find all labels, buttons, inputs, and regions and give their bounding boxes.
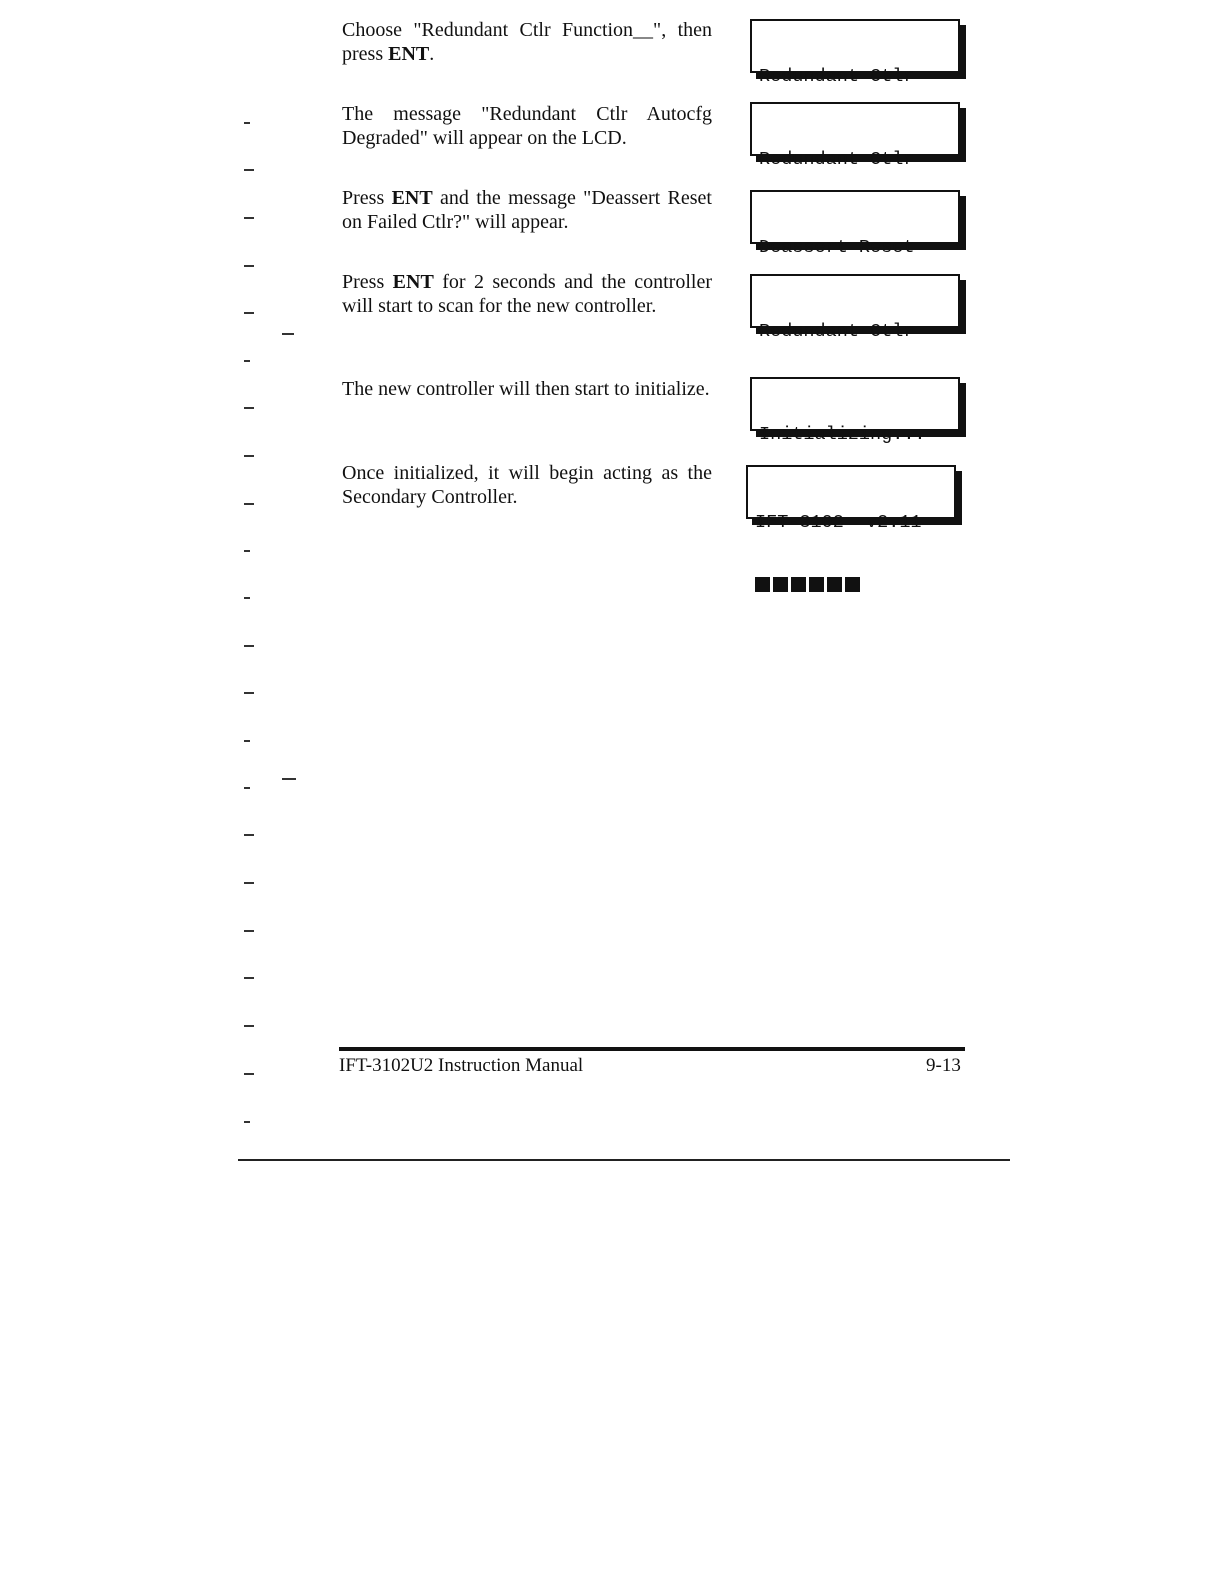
margin-mark bbox=[244, 645, 254, 647]
progress-block bbox=[809, 577, 824, 592]
step-5-text bbox=[342, 377, 712, 401]
step-3-text-b: and the message "Deassert Reset on Failed Ctlr?" will appear. bbox=[342, 187, 712, 233]
step-4-text-a: Press bbox=[342, 271, 393, 293]
ent-key: ENT bbox=[392, 271, 434, 293]
page-number: 9-13 bbox=[926, 1055, 961, 1076]
step-3-text bbox=[342, 186, 712, 234]
step-2-text-a: The message "Redundant Ctlr Autocfg Degraded" will appear on the LCD. bbox=[342, 103, 712, 149]
margin-mark bbox=[244, 360, 250, 362]
margin-mark bbox=[244, 550, 250, 552]
margin-mark bbox=[244, 1121, 250, 1123]
margin-mark bbox=[244, 977, 254, 979]
margin-mark bbox=[244, 407, 254, 409]
margin-mark bbox=[244, 265, 254, 267]
lcd-display-6 bbox=[746, 465, 956, 533]
step-1-text-a: Choose "Redundant Ctlr Function__", then press bbox=[342, 19, 712, 65]
ent-key: ENT bbox=[388, 43, 430, 65]
margin-mark bbox=[244, 312, 254, 314]
progress-block bbox=[827, 577, 842, 592]
margin-mark bbox=[244, 692, 254, 694]
lcd-line-1: Redundant Ctlr bbox=[759, 321, 915, 342]
step-1-text-b: . bbox=[429, 43, 435, 65]
margin-mark bbox=[244, 740, 250, 742]
page-bottom-rule bbox=[238, 1159, 1010, 1161]
lcd-display-2 bbox=[750, 102, 960, 170]
step-4-text bbox=[342, 270, 712, 318]
margin-mark bbox=[244, 169, 254, 171]
margin-mark bbox=[244, 503, 254, 505]
lcd-line-1: Deassert Reset bbox=[759, 237, 915, 258]
lcd-line-1: Redundant Ctlr bbox=[759, 66, 915, 87]
progress-block bbox=[845, 577, 860, 592]
progress-block bbox=[791, 577, 806, 592]
step-4-text-b: for 2 seconds and the controller will start to scan for the new controller. bbox=[342, 271, 712, 317]
margin-mark bbox=[244, 455, 254, 457]
margin-mark bbox=[244, 217, 254, 219]
margin-mark bbox=[244, 930, 254, 932]
margin-mark bbox=[244, 787, 250, 789]
progress-block bbox=[755, 577, 770, 592]
margin-mark bbox=[282, 333, 294, 335]
lcd-line-1: Redundant Ctlr bbox=[759, 149, 915, 170]
footer-rule bbox=[339, 1047, 965, 1051]
footer-title: IFT-3102U2 Instruction Manual bbox=[339, 1055, 584, 1076]
lcd-display-1 bbox=[750, 19, 960, 87]
step-1-text bbox=[342, 18, 712, 66]
margin-mark bbox=[282, 778, 296, 780]
margin-mark bbox=[244, 1025, 254, 1027]
lcd-display-3 bbox=[750, 190, 960, 258]
lcd-display-5 bbox=[750, 377, 960, 445]
margin-mark bbox=[244, 597, 250, 599]
lcd-line-1: IFT-3102 v2.11 bbox=[755, 512, 922, 533]
step-6-text bbox=[342, 461, 712, 509]
lcd-display-4 bbox=[750, 274, 960, 342]
margin-mark bbox=[244, 834, 254, 836]
step-6-text-a: Once initialized, it will begin acting as the Secondary Controller. bbox=[342, 462, 712, 508]
margin-mark bbox=[244, 122, 250, 124]
progress-block bbox=[773, 577, 788, 592]
margin-mark bbox=[244, 882, 254, 884]
margin-mark bbox=[244, 1073, 254, 1075]
step-2-text bbox=[342, 102, 712, 150]
ent-key: ENT bbox=[391, 187, 433, 209]
progress-blocks bbox=[755, 577, 954, 592]
lcd-line-1: Initializing... bbox=[759, 424, 926, 445]
step-5-text-a: The new controller will then start to initialize. bbox=[342, 378, 710, 400]
step-3-text-a: Press bbox=[342, 187, 392, 209]
